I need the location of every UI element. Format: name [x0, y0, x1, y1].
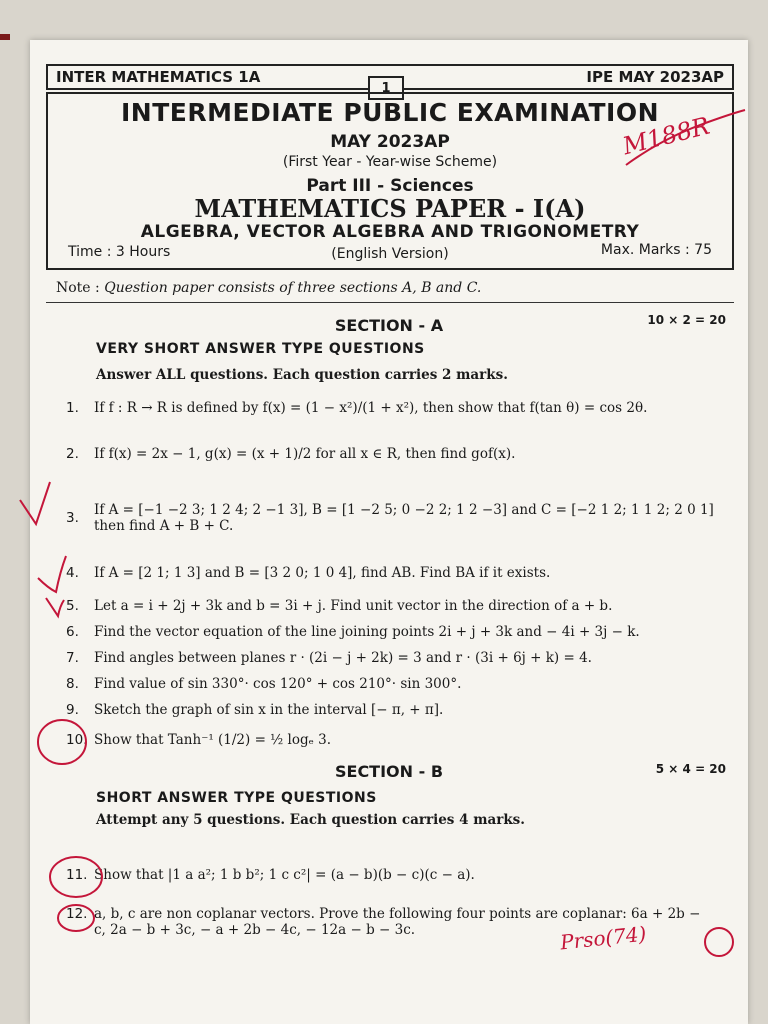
tick-mark-q4 — [38, 556, 66, 592]
max-marks-label: Max. Marks : 75 — [600, 242, 712, 258]
subject-title: ALGEBRA, VECTOR ALGEBRA AND TRIGONOMETRY — [140, 222, 640, 242]
section-a-instruction: Answer ALL questions. Each question carries 2 marks. — [96, 367, 508, 383]
top-left-label: INTER MATHEMATICS 1A — [56, 68, 261, 86]
question-text: Sketch the graph of sin x in the interval [− π, + π]. — [94, 702, 444, 718]
question-number: 8. — [66, 676, 79, 692]
question-text: Show that Tanh⁻¹ (1/2) = ½ logₑ 3. — [94, 732, 332, 748]
section-a-subtitle: VERY SHORT ANSWER TYPE QUESTIONS — [96, 341, 425, 357]
question-number: 12. — [66, 906, 88, 922]
handwritten-note: Prso(74) — [558, 921, 648, 955]
question-text: Find value of sin 330°· cos 120° + cos 210°· sin 300°. — [94, 676, 462, 692]
paper-title: MATHEMATICS PAPER - I(A) — [194, 194, 586, 223]
question-text: If A = [−1 −2 3; 1 2 4; 2 −1 3], B = [1 −2 5; 0 −2 2; 1 2 −3] and C = [−2 1 2; 1 1 2; 2 0 1] then find A + B + C. — [94, 502, 714, 534]
question-text: a, b, c are non coplanar vectors. Prove the following four points are coplanar: 6a + 2b − c, 2a − b + 3c, − a + 2b − 4c, − 12a − b − 3c. — [94, 906, 701, 938]
question-number: 5. — [66, 598, 79, 614]
section-b-title: SECTION - B — [334, 762, 444, 781]
circle-mark-q11 — [50, 857, 102, 897]
question-text: Find the vector equation of the line joining points 2i + j + 3k and − 4i + 3j − k. — [94, 624, 640, 640]
exam-session: MAY 2023AP — [330, 132, 450, 152]
question-text: If f : R → R is defined by f(x) = (1 − x²)/(1 + x²), then show that f(tan θ) = cos 2θ. — [94, 400, 648, 416]
question-number: 11. — [66, 867, 88, 883]
year-scheme: (First Year - Year-wise Scheme) — [282, 154, 498, 170]
section-b-instruction: Attempt any 5 questions. Each question carries 4 marks. — [96, 812, 525, 828]
question-text: Show that |1 a a²; 1 b b²; 1 c c²| = (a − b)(b − c)(c − a). — [94, 867, 475, 883]
section-a-title: SECTION - A — [334, 316, 444, 335]
top-right-label: IPE MAY 2023AP — [586, 68, 724, 86]
question-number: 9. — [66, 702, 79, 718]
tick-mark-q3 — [20, 482, 50, 524]
question-number: 10. — [66, 732, 88, 748]
circle-mark-corner — [705, 928, 733, 956]
question-number: 1. — [66, 400, 79, 416]
question-number: 3. — [66, 510, 79, 526]
handwritten-score: M188R — [619, 111, 713, 161]
question-number: 7. — [66, 650, 79, 666]
question-number: 6. — [66, 624, 79, 640]
page-number: 1 — [368, 76, 404, 100]
circle-mark-q10 — [38, 720, 86, 764]
part-title: Part III - Sciences — [306, 176, 474, 196]
version-label: (English Version) — [331, 246, 449, 262]
question-text: Let a = i + 2j + 3k and b = 3i + j. Find unit vector in the direction of a + b. — [94, 598, 613, 614]
question-number: 4. — [66, 565, 79, 581]
question-text: If f(x) = 2x − 1, g(x) = (x + 1)/2 for all x ∈ R, then find gof(x). — [94, 446, 516, 462]
tick-mark-q5 — [46, 598, 64, 616]
question-number: 2. — [66, 446, 79, 462]
question-text: If A = [2 1; 1 3] and B = [3 2 0; 1 0 4], find AB. Find BA if it exists. — [94, 565, 551, 581]
underline-stroke — [626, 110, 745, 165]
time-label: Time : 3 Hours — [68, 244, 171, 260]
section-b-marks: 5 × 4 = 20 — [655, 762, 726, 776]
circle-mark-q12 — [58, 905, 94, 931]
note-label: Note : — [56, 280, 100, 296]
section-b-subtitle: SHORT ANSWER TYPE QUESTIONS — [96, 790, 377, 806]
exam-title: INTERMEDIATE PUBLIC EXAMINATION — [120, 98, 660, 127]
question-text: Find angles between planes r · (2i − j + 2k) = 3 and r · (3i + 6j + k) = 4. — [94, 650, 592, 666]
section-a-marks: 10 × 2 = 20 — [647, 313, 726, 327]
note-text: Question paper consists of three sections A, B and C. — [104, 280, 482, 296]
